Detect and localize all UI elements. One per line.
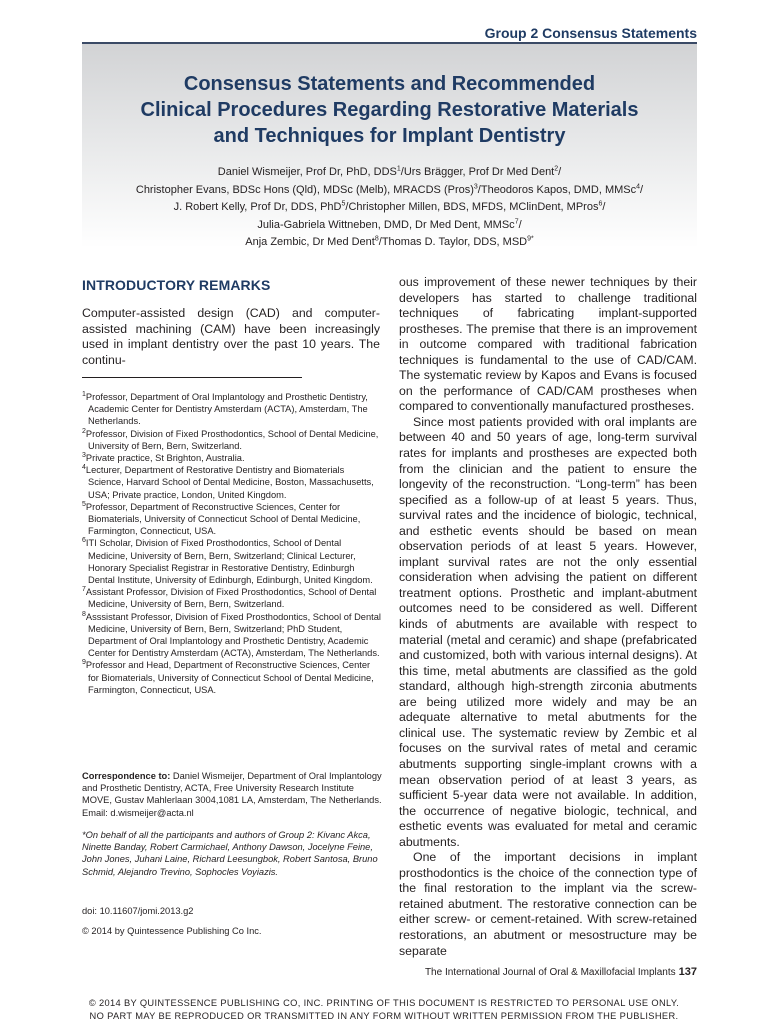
author-line (82, 199, 697, 217)
author-name: Julia-Gabriela Wittneben, DMD, Dr Med Dent, MMSc (257, 218, 515, 231)
footnote-divider (82, 377, 302, 378)
author-line (82, 234, 697, 252)
footnote (82, 659, 382, 696)
group-note: *On behalf of all the participants and authors of Group 2: Kivanc Akca, Ninette Banday, Robert Carmichael, Anthony Dawson, Jocelyne Feine, John Jones, Juhani Laine, Richard Leesungbok, Robert Santosa, Bruno Schmid, Alejandro Trevino, Sophocles Voyiazis. (82, 830, 378, 877)
author-name: /Christopher Millen, BDS, MFDS, MClinDent, MPros (345, 201, 599, 213)
author-name: Daniel Wismeijer, Prof Dr, PhD, DDS (217, 166, 397, 178)
section-tag: Group 2 Consensus Statements (484, 25, 697, 41)
footnote-text: Professor, Department of Oral Implantology and Prosthetic Dentistry, Academic Center for Dentistry Amsterdam (ACTA), Amsterdam, The Netherlands. (85, 392, 368, 427)
author-separator: / (602, 201, 606, 213)
affiliation-mark: 5 (341, 200, 346, 208)
footnote-text: Asssistant Professor, Division of Fixed Prosthodontics, School of Dental Medicine, University of Bern, Bern, Switzerland; PhD Student, Department of Oral Implantology and Prosthetic Dentistry, Academic Center for Dentistry Amsterdam (ACTA), Amsterdam, The Netherlands. (85, 611, 381, 659)
author-name: Christopher Evans, BDSc Hons (Qld), MDSc (Melb), MRACDS (Pros) (135, 183, 474, 196)
correspondence-block (82, 770, 382, 819)
footnote-text: Assistant Professor, Division of Fixed Prosthodontics, School of Dental Medicine, University of Bern, Bern, Switzerland. (85, 587, 377, 610)
footnote-text: Professor and Head, Department of Reconstructive Sciences, Center for Biomaterials, University of Connecticut School of Dental Medicine, Farmington, Connecticut, USA. (85, 660, 374, 695)
affiliation-footnotes (82, 391, 382, 696)
affiliation-mark: 2 (554, 165, 559, 173)
correspondence-text: Daniel Wismeijer, Department of Oral Implantology and Prosthetic Dentistry, ACTA, Free University Research Institute MOVE, Gustav Mahlerlaan 3004,1081 LA, Amsterdam, The Netherlands. Email: d.wismeijer@acta.nl (82, 771, 382, 818)
page-number: 137 (678, 966, 697, 978)
footnote (82, 428, 382, 452)
article-title (82, 71, 697, 149)
footnote-number: 4 (82, 464, 86, 472)
author-line (82, 217, 697, 235)
author-name: /Thomas D. Taylor, DDS, MSD (378, 236, 528, 248)
footnote-number: 3 (82, 451, 86, 459)
body-paragraph: ous improvement of these newer techniques by their developers has started to challenge traditional techniques of fabricating implant-supported prostheses. The premise that there is an improvement in outcome compared with traditional fabrication techniques is fundamental to the use of CAD/CAM. The systematic review by Kapos and Evans is focused on the performance of CAD/CAM prostheses when compared to conventionally manufactured prostheses. (399, 275, 697, 414)
author-line (82, 182, 697, 200)
footnote-number: 7 (82, 586, 86, 594)
affiliation-mark: 6 (598, 200, 603, 208)
footnote-text: ITI Scholar, Division of Fixed Prosthodontics, School of Dental Medicine, University of Bern, Bern, Switzerland; Clinical Lecturer, Honorary Specialist Registrar in Restorative Dentistry, Edinburgh Dental Institute, University of Edinburgh, Edinburgh, United Kingdom. (85, 538, 373, 586)
author-name: /Theodoros Kapos, DMD, MMSc (477, 183, 637, 196)
author-separator: / (640, 183, 644, 196)
footnote-text: Lecturer, Department of Restorative Dentistry and Biomaterials Science, Harvard School of Dental Medicine, Boston, Massachusetts, USA; Private practice, London, United Kingdom. (85, 465, 374, 500)
author-separator: / (558, 166, 562, 178)
footnote-number: 1 (82, 390, 86, 398)
footnote-number: 5 (82, 500, 86, 508)
footnote (82, 611, 382, 660)
banner-line: NO PART MAY BE REPRODUCED OR TRANSMITTED IN ANY FORM WITHOUT WRITTEN PERMISSION FROM THE PUBLISHER. (89, 1010, 679, 1021)
copyright-notice: © 2014 by Quintessence Publishing Co Inc. (82, 926, 262, 936)
affiliation-mark: 8 (374, 235, 379, 243)
banner-line: © 2014 BY QUINTESSENCE PUBLISHING CO, INC. PRINTING OF THIS DOCUMENT IS RESTRICTED TO PERSONAL USE ONLY. (88, 998, 680, 1008)
journal-name: The International Journal of Oral & Maxillofacial Implants (424, 967, 676, 978)
title-line: Consensus Statements and Recommended (183, 73, 596, 95)
author-line (82, 164, 697, 182)
affiliation-mark: 3 (473, 182, 478, 190)
footnote-text: Private practice, St Brighton, Australia. (85, 453, 245, 464)
affiliation-mark: 9* (527, 235, 534, 243)
footnote-text: Professor, Department of Reconstructive Sciences, Center for Biomaterials, University of Connecticut School of Dental Medicine, Farmington, Connecticut, USA. (85, 501, 361, 537)
footnote (82, 537, 382, 586)
section-heading: INTRODUCTORY REMARKS (82, 277, 271, 293)
body-paragraph: One of the important decisions in implant prosthodontics is the choice of the connection type of the final restoration to the implant via the screw-retained abutment. The restorative connection can be either screw- or cement-retained. With screw-retained restorations, an abutment or mesostructure may be separate (399, 850, 697, 958)
intro-paragraph: Computer-assisted design (CAD) and computer-assisted machining (CAM) have been increasingly used in implant dentistry over the past 10 years. The continu- (82, 306, 380, 367)
affiliation-mark: 7 (514, 217, 519, 225)
footnote (82, 501, 382, 538)
footnote-number: 9 (82, 659, 86, 667)
author-name: Anja Zembic, Dr Med Dent (245, 236, 375, 248)
affiliation-mark: 1 (396, 165, 401, 173)
body-paragraph: Since most patients provided with oral implants are between 40 and 50 years of age, long-term survival rates for implants and prostheses are expected both from the clinician and the patient to ensure the longevity of the reconstruction. “Long-term” has been specified as a follow-up of at least 5 years. Thus, survival rates and the incidence of biologic, technical, and esthetic events should be based on mean observation periods of at least 5 years. However, implant survival rates are not the only essential consideration when advising the patient on different treatment options. Prosthetic and implant-abutment outcomes need to be considered as well. Different kinds of abutments are available with respect to material (metal and ceramic) and shape (prefabricated and customized, both with various internal designs). At this time, metal abutments are classified as the gold standard, although high-strength zirconia abutments are being utilized more widely and may be an adequate alternative to metal abutments for the clinical use. The systematic review by Zembic et al focuses on the survival rates of metal and ceramic abutments supporting single-implant crowns with a mean observation period of at least 3 years, as sufficient 5-year data were not available. In addition, the occurrence of negative biologic, technical, and esthetic events was evaluated for metal and ceramic abutments. (399, 414, 697, 849)
footnote (82, 391, 382, 428)
page-footer (82, 966, 697, 978)
footnote-number: 2 (82, 427, 86, 435)
footnote (82, 452, 382, 464)
title-line: Clinical Procedures Regarding Restorative Materials (140, 99, 639, 121)
footnote-number: 6 (82, 537, 86, 545)
right-column (399, 275, 697, 959)
footnote-number: 8 (82, 610, 86, 618)
author-name: J. Robert Kelly, Prof Dr, DDS, PhD (173, 201, 342, 213)
title-line: and Techniques for Implant Dentistry (213, 125, 566, 147)
footnote (82, 586, 382, 610)
author-separator: / (518, 218, 522, 231)
author-name: /Urs Brägger, Prof Dr Med Dent (400, 166, 555, 178)
author-list (82, 164, 697, 252)
doi-link[interactable]: doi: 10.11607/jomi.2013.g2 (82, 906, 194, 916)
footnote-text: Professor, Division of Fixed Prosthodontics, School of Dental Medicine, University of Bern, Bern, Switzerland. (85, 428, 379, 451)
copyright-banner (0, 997, 768, 1022)
affiliation-mark: 4 (636, 182, 641, 190)
correspondence-label: Correspondence to: (82, 771, 171, 781)
footnote (82, 464, 382, 501)
